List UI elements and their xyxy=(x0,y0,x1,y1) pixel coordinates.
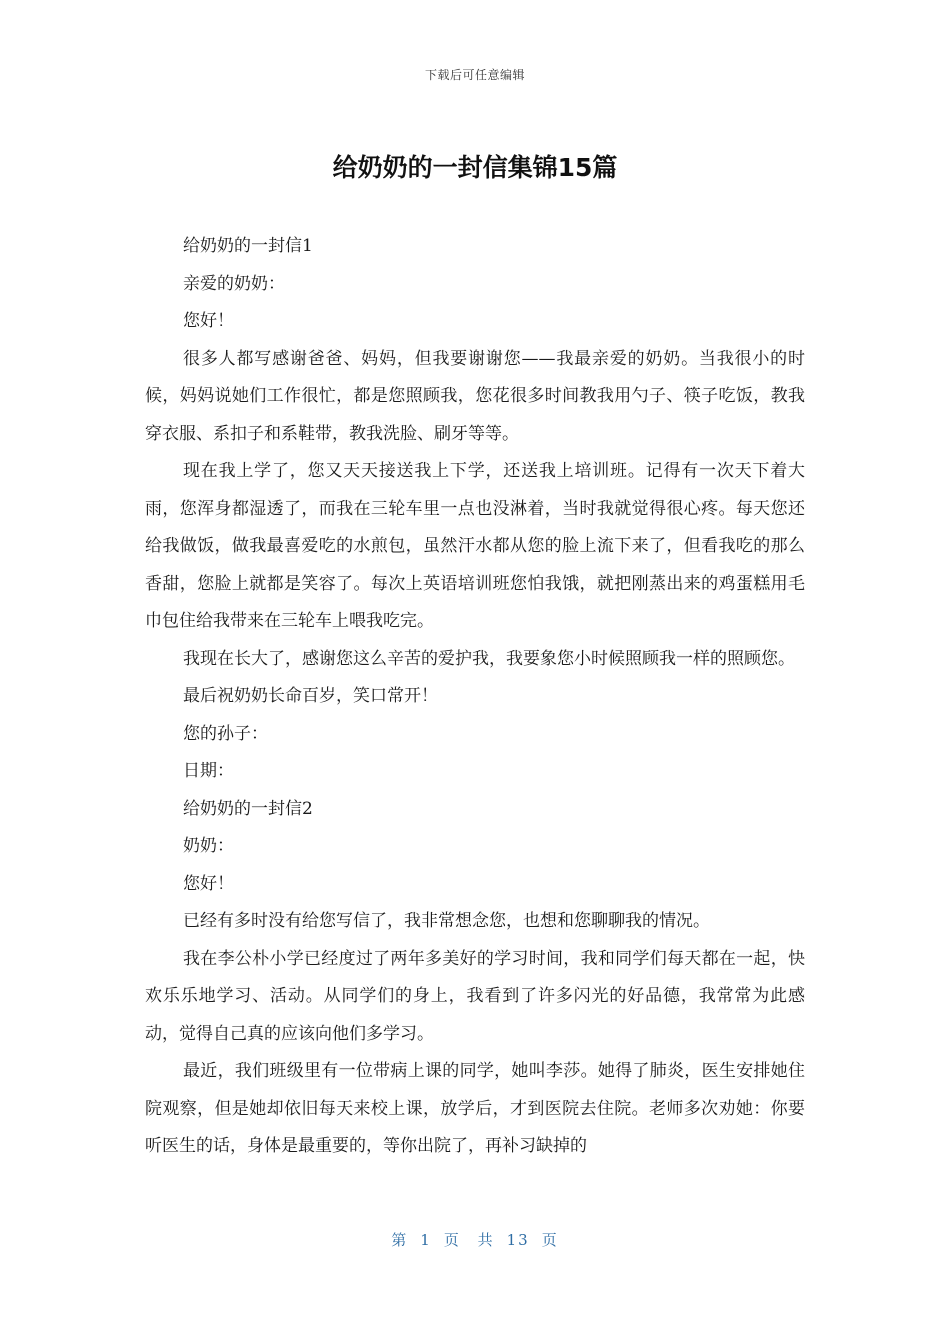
page-footer xyxy=(0,1229,950,1250)
paragraph: 亲爱的奶奶： xyxy=(183,273,285,294)
page-label-prefix: 第 xyxy=(391,1231,409,1249)
page-label-mid: 页 共 xyxy=(443,1231,495,1249)
paragraph: 您的孙子： xyxy=(183,723,268,744)
document-title: 给奶奶的一封信集锦15篇 xyxy=(332,153,618,182)
paragraph: 给奶奶的一封信2 xyxy=(183,798,313,819)
current-page-number: 1 xyxy=(420,1231,432,1249)
paragraph: 最后祝奶奶长命百岁，笑口常开！ xyxy=(183,686,438,706)
paragraph: 我在李公朴小学已经度过了两年多美好的学习时间，我和同学们每天都在一起，快欢乐乐地学习、活动。从同学们的身上，我看到了许多闪光的好品德，我常常为此感动，觉得自己真的应该向他们多学习。 xyxy=(145,948,805,1044)
paragraph: 您好！ xyxy=(183,873,234,894)
document-body xyxy=(145,228,805,1166)
paragraph: 现在我上学了，您又天天接送我上下学，还送我上培训班。记得有一次天下着大雨，您浑身都湿透了，而我在三轮车里一点也没淋着，当时我就觉得很心疼。每天您还给我做饭，做我最喜爱吃的水煎包，虽然汗水都从您的脸上流下来了，但看我吃的那么香甜，您脸上就都是笑容了。每次上英语培训班您怕我饿，就把刚蒸出来的鸡蛋糕用毛巾包住给我带来在三轮车上喂我吃完。 xyxy=(145,461,805,631)
paragraph: 很多人都写感谢爸爸、妈妈，但我要谢谢您——我最亲爱的奶奶。当我很小的时候，妈妈说她们工作很忙，都是您照顾我，您花很多时间教我用勺子、筷子吃饭，教我穿衣服、系扣子和系鞋带，教我洗脸、刷牙等等。 xyxy=(145,348,805,444)
paragraph: 奶奶： xyxy=(183,836,234,856)
paragraph: 已经有多时没有给您写信了，我非常想念您，也想和您聊聊我的情况。 xyxy=(183,911,710,931)
paragraph: 我现在长大了，感谢您这么辛苦的爱护我，我要象您小时候照顾我一样的照顾您。 xyxy=(183,648,795,669)
paragraph: 您好！ xyxy=(183,311,234,331)
paragraph: 最近，我们班级里有一位带病上课的同学，她叫李莎。她得了肺炎，医生安排她住院观察，但是她却依旧每天来校上课，放学后，才到医院去住院。老师多次劝她：你要听医生的话，身体是最重要的，等你出院了，再补习缺掉的 xyxy=(145,1061,805,1156)
paragraph: 给奶奶的一封信1 xyxy=(183,236,313,256)
total-pages-number: 13 xyxy=(506,1231,530,1249)
header-note: 下载后可任意编辑 xyxy=(424,68,525,82)
page-label-suffix: 页 xyxy=(541,1231,559,1249)
paragraph: 日期： xyxy=(183,761,234,781)
